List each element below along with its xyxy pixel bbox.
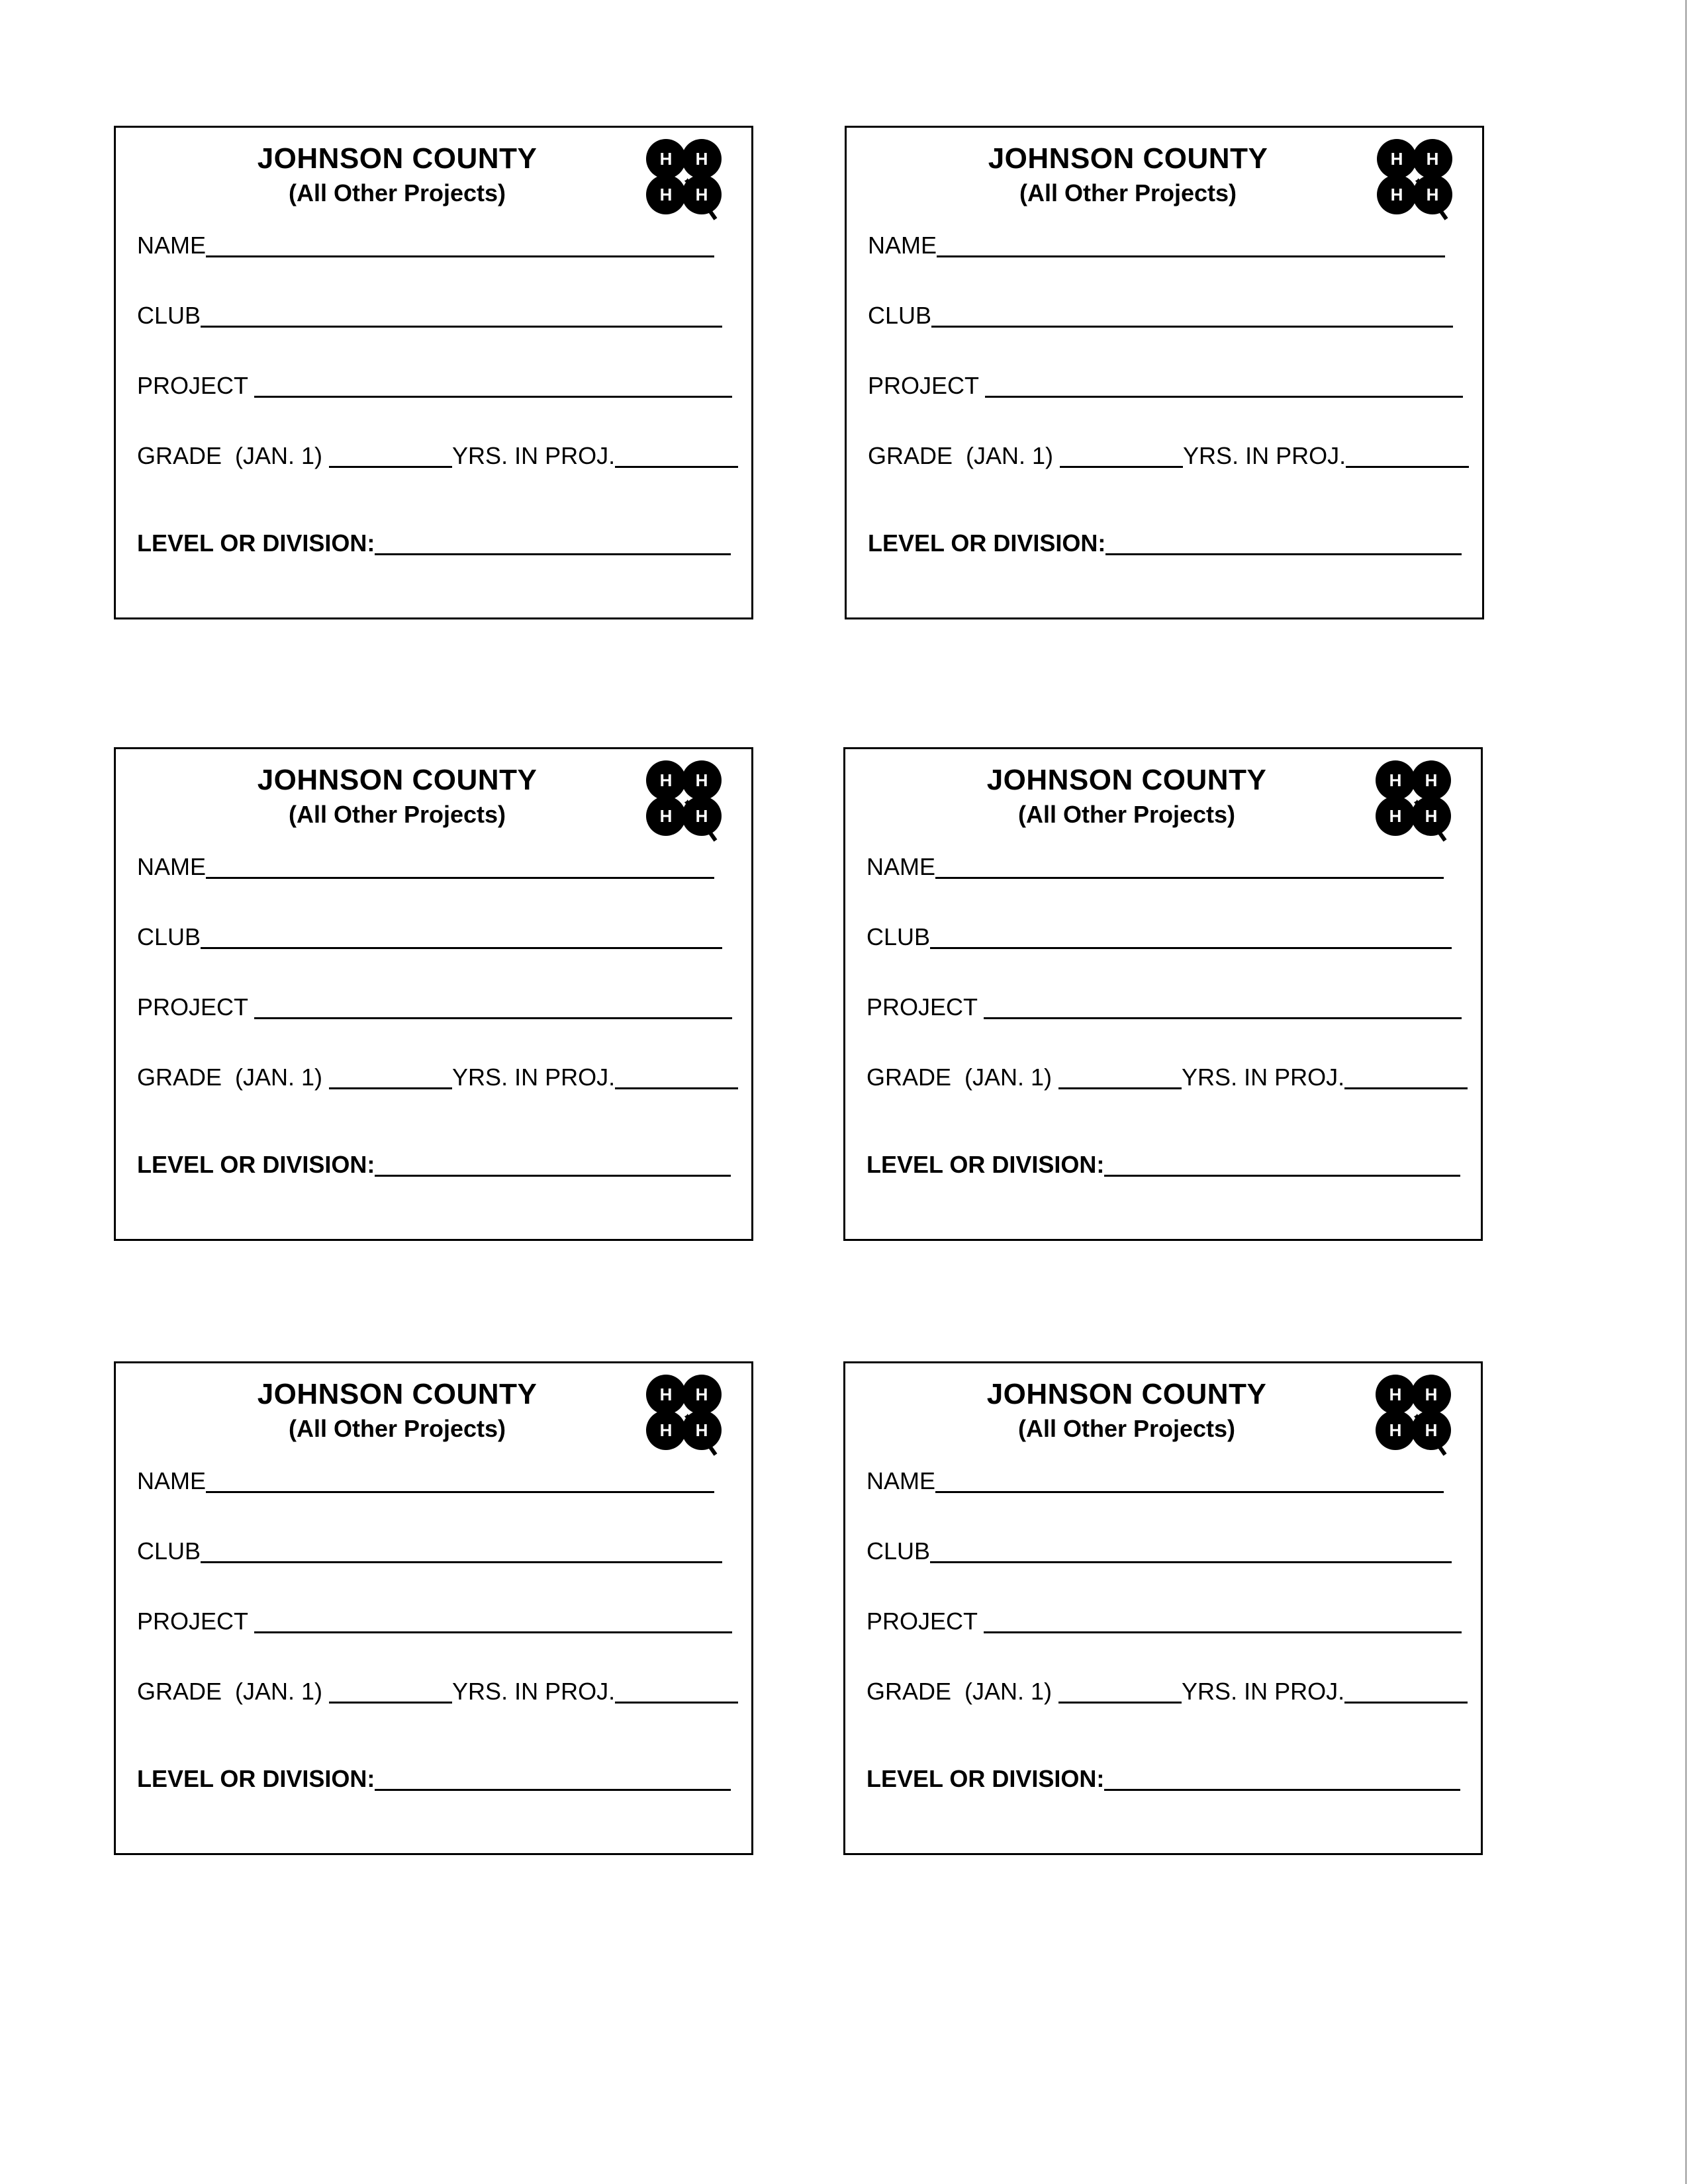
clover-leaf-letter: H (695, 770, 708, 790)
clover-leaf-letter: H (695, 806, 708, 826)
project-label: PROJECT (137, 372, 255, 399)
entry-tag-card (114, 1361, 753, 1855)
name-label: NAME (137, 232, 207, 259)
name-label: NAME (868, 232, 937, 259)
project-field-row (868, 366, 1463, 399)
clover-leaf-letter: H (659, 806, 673, 826)
card-subtitle: (All Other Projects) (288, 1415, 506, 1442)
project-entry-line[interactable] (254, 1017, 732, 1019)
project-entry-line[interactable] (984, 1631, 1462, 1633)
project-field-row (137, 987, 732, 1021)
project-label: PROJECT (867, 1608, 984, 1635)
grade-label: GRADE (JAN. 1) (137, 442, 330, 469)
name-field-row (867, 847, 1444, 880)
clover-leaf-letter: H (1389, 1420, 1402, 1440)
clover-leaf-letter: H (659, 149, 673, 169)
yrs-entry-line[interactable] (615, 1702, 738, 1704)
clover-leaf-letter: H (1389, 770, 1402, 790)
club-entry-line[interactable] (201, 326, 722, 328)
page-edge-rule (1685, 0, 1687, 2184)
level-field-row (137, 1145, 731, 1178)
club-label: CLUB (867, 923, 931, 950)
grade-label: GRADE (JAN. 1) (137, 1678, 330, 1705)
4-h-clover-icon (643, 757, 729, 846)
club-field-row (867, 1531, 1452, 1565)
grade-entry-line[interactable] (1060, 466, 1183, 468)
name-field-row (868, 226, 1445, 259)
level-entry-line[interactable] (1105, 553, 1462, 555)
club-entry-line[interactable] (930, 947, 1452, 949)
grade-entry-line[interactable] (329, 1087, 452, 1089)
level-entry-line[interactable] (1104, 1789, 1460, 1791)
yrs-in-proj-label: YRS. IN PROJ. (452, 442, 616, 469)
level-label: LEVEL OR DIVISION: (137, 1151, 375, 1178)
clover-leaf-letter: H (659, 1385, 673, 1404)
project-label: PROJECT (137, 993, 255, 1021)
clover-leaf-letter: H (1389, 1385, 1402, 1404)
name-label: NAME (867, 1467, 936, 1494)
project-field-row (137, 366, 732, 399)
grade-label: GRADE (JAN. 1) (867, 1678, 1059, 1705)
yrs-in-proj-label: YRS. IN PROJ. (452, 1678, 616, 1705)
4-h-clover-icon (1372, 757, 1458, 846)
level-label: LEVEL OR DIVISION: (137, 529, 375, 557)
project-field-row (867, 1602, 1462, 1635)
entry-tag-card (114, 747, 753, 1241)
level-field-row (137, 523, 731, 557)
level-field-row (867, 1145, 1460, 1178)
club-field-row (868, 296, 1453, 329)
card-subtitle: (All Other Projects) (288, 801, 506, 828)
level-entry-line[interactable] (375, 1175, 731, 1177)
clover-leaf-letter: H (1390, 149, 1403, 169)
yrs-entry-line[interactable] (1344, 1702, 1468, 1704)
grade-field-row (137, 1672, 738, 1705)
grade-field-row (867, 1672, 1468, 1705)
card-title: JOHNSON COUNTY (257, 764, 538, 796)
level-label: LEVEL OR DIVISION: (867, 1765, 1105, 1792)
card-subtitle: (All Other Projects) (288, 179, 506, 206)
level-entry-line[interactable] (375, 553, 731, 555)
club-entry-line[interactable] (930, 1561, 1452, 1563)
project-label: PROJECT (867, 993, 984, 1021)
clover-leaf-letter: H (1426, 149, 1439, 169)
clover-leaf-letter: H (695, 149, 708, 169)
name-entry-line[interactable] (206, 1491, 714, 1493)
project-entry-line[interactable] (254, 1631, 732, 1633)
club-label: CLUB (137, 1537, 201, 1565)
clover-leaf-letter: H (1389, 806, 1402, 826)
name-field-row (137, 847, 714, 880)
yrs-in-proj-label: YRS. IN PROJ. (1182, 1064, 1345, 1091)
card-title: JOHNSON COUNTY (988, 142, 1268, 175)
card-subtitle: (All Other Projects) (1017, 1415, 1236, 1442)
grade-entry-line[interactable] (1058, 1702, 1182, 1704)
level-entry-line[interactable] (1104, 1175, 1460, 1177)
yrs-entry-line[interactable] (615, 466, 738, 468)
yrs-in-proj-label: YRS. IN PROJ. (1183, 442, 1346, 469)
yrs-entry-line[interactable] (615, 1087, 738, 1089)
4-h-clover-icon (1374, 136, 1460, 225)
name-entry-line[interactable] (206, 255, 714, 257)
project-entry-line[interactable] (254, 396, 732, 398)
grade-field-row (137, 1058, 738, 1091)
yrs-in-proj-label: YRS. IN PROJ. (452, 1064, 616, 1091)
clover-leaf-letter: H (1425, 770, 1438, 790)
project-label: PROJECT (137, 1608, 255, 1635)
level-field-row (867, 1759, 1460, 1792)
name-entry-line[interactable] (206, 877, 714, 879)
level-label: LEVEL OR DIVISION: (868, 529, 1106, 557)
card-title: JOHNSON COUNTY (257, 1378, 538, 1410)
club-field-row (137, 1531, 722, 1565)
club-field-row (867, 917, 1452, 950)
clover-leaf-letter: H (1425, 806, 1438, 826)
club-label: CLUB (868, 302, 932, 329)
grade-label: GRADE (JAN. 1) (137, 1064, 330, 1091)
project-field-row (867, 987, 1462, 1021)
clover-leaf-letter: H (1390, 185, 1403, 205)
4-h-clover-icon (1372, 1371, 1458, 1461)
club-label: CLUB (137, 923, 201, 950)
club-label: CLUB (137, 302, 201, 329)
clover-leaf-letter: H (1425, 1420, 1438, 1440)
name-label: NAME (137, 853, 207, 880)
name-field-row (867, 1461, 1444, 1494)
4-h-clover-icon (643, 1371, 729, 1461)
name-label: NAME (867, 853, 936, 880)
yrs-in-proj-label: YRS. IN PROJ. (1182, 1678, 1345, 1705)
name-entry-line[interactable] (935, 877, 1444, 879)
level-label: LEVEL OR DIVISION: (867, 1151, 1105, 1178)
entry-tag-card (114, 126, 753, 619)
name-entry-line[interactable] (935, 1491, 1444, 1493)
name-label: NAME (137, 1467, 207, 1494)
name-field-row (137, 226, 714, 259)
name-field-row (137, 1461, 714, 1494)
card-subtitle: (All Other Projects) (1017, 801, 1236, 828)
club-field-row (137, 917, 722, 950)
card-title: JOHNSON COUNTY (986, 1378, 1267, 1410)
clover-leaf-letter: H (659, 770, 673, 790)
entry-tag-card (843, 1361, 1483, 1855)
clover-leaf-letter: H (1425, 1385, 1438, 1404)
grade-field-row (868, 436, 1469, 469)
card-subtitle: (All Other Projects) (1019, 179, 1237, 206)
club-entry-line[interactable] (201, 1561, 722, 1563)
club-label: CLUB (867, 1537, 931, 1565)
project-entry-line[interactable] (984, 1017, 1462, 1019)
clover-leaf-letter: H (695, 185, 708, 205)
grade-field-row (137, 436, 738, 469)
level-entry-line[interactable] (375, 1789, 731, 1791)
club-entry-line[interactable] (931, 326, 1453, 328)
clover-leaf-letter: H (1426, 185, 1439, 205)
clover-leaf-letter: H (659, 185, 673, 205)
clover-leaf-letter: H (695, 1385, 708, 1404)
entry-tag-card (843, 747, 1483, 1241)
grade-entry-line[interactable] (329, 1702, 452, 1704)
4-h-clover-icon (643, 136, 729, 225)
clover-leaf-letter: H (659, 1420, 673, 1440)
yrs-entry-line[interactable] (1346, 466, 1469, 468)
card-title: JOHNSON COUNTY (986, 764, 1267, 796)
card-title: JOHNSON COUNTY (257, 142, 538, 175)
clover-leaf-letter: H (695, 1420, 708, 1440)
club-entry-line[interactable] (201, 947, 722, 949)
project-entry-line[interactable] (985, 396, 1463, 398)
level-field-row (868, 523, 1462, 557)
grade-entry-line[interactable] (1058, 1087, 1182, 1089)
project-field-row (137, 1602, 732, 1635)
club-field-row (137, 296, 722, 329)
grade-entry-line[interactable] (329, 466, 452, 468)
entry-tag-card (845, 126, 1484, 619)
grade-label: GRADE (JAN. 1) (867, 1064, 1059, 1091)
level-label: LEVEL OR DIVISION: (137, 1765, 375, 1792)
grade-label: GRADE (JAN. 1) (868, 442, 1060, 469)
name-entry-line[interactable] (937, 255, 1445, 257)
project-label: PROJECT (868, 372, 986, 399)
yrs-entry-line[interactable] (1344, 1087, 1468, 1089)
grade-field-row (867, 1058, 1468, 1091)
level-field-row (137, 1759, 731, 1792)
